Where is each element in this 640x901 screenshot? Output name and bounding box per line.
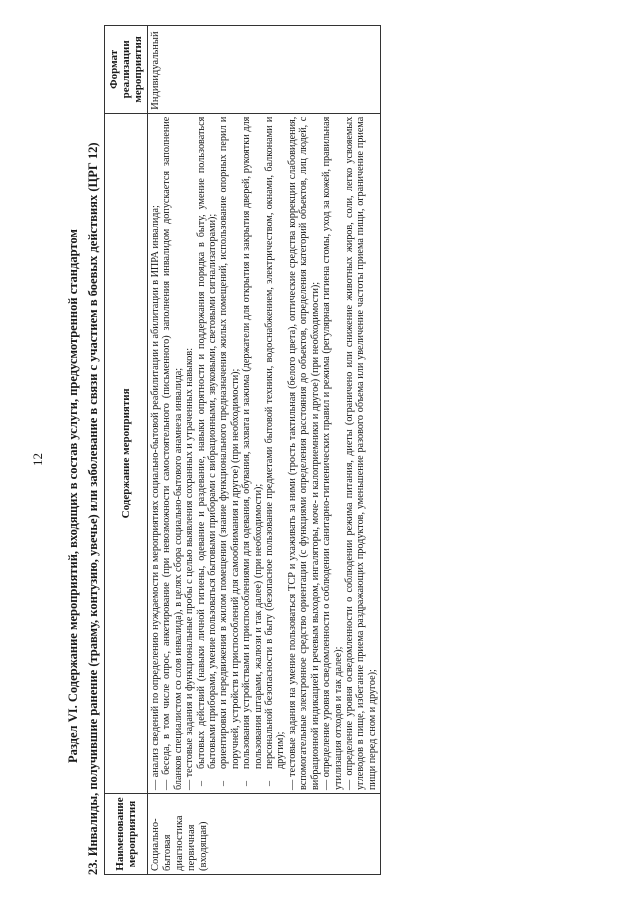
content-subitem: – ориентировки и передвижения в жилом помещении (знание функционального предназначения жилых помещений, использование опорных перил и поручней, устройств и приспособлений для самообнимания и другое) (при необходимости);: [218, 116, 241, 787]
content-item: — анализ сведений по определению нуждаемости в мероприятиях социально-бытовой реабилитации и абилитации в ИПРА инвалида;: [150, 205, 161, 791]
subitem-marker: –: [195, 780, 207, 787]
content-subitem: – пользования устройствами и приспособлениями для одевания, обувания, захвата и зажима (держатели для открытия и закрытия дверей, рукоятки для пользования штарами, жалюзи и так далее) (при необходимости);: [241, 116, 264, 787]
table-header-row: [105, 26, 148, 875]
content-subitem: – бытовых действий (навыки личной гигиены, одевание и раздевание, навыки опрятности и поддержания порядка в быту, умение пользоваться бытовыми приборами, умение пользоваться бытовыми приборами с вибрационными, звуковыми, световыми сигнализаторами);: [195, 116, 219, 787]
content-item: — тестовые задания на умение пользоваться ТСР и ухаживать за ними (трость тактильная (белого цвета), оптические средства коррекции слабовидения, вспомогательные электронное средство ориентации (с функциями определения расстояния до объектов, определения категорий объектов, лиц людей, с вибрационной индикацией и речевым выходом, ингаляторы, моче- и калоприемники и другое) (при необходимости);: [286, 116, 321, 791]
activity-format-cell: Индивидуальный: [148, 26, 381, 114]
subitem-marker: –: [241, 780, 253, 787]
content-item: — определение уровня осведомленности о соблюдении режима питания, диеты (ограничено или снижение животных жиров, соли, легко усвояемых углеводов в пище, избегание приема раздражающих продуктов, уменьшение разового объема или увеличение частоты приема пищи, ограничение приема пищи перед сном и другое);: [343, 116, 378, 791]
table-title: 23. Инвалиды, получившие ранение (травму, контузию, увечье) или заболевание в связи с участием в боевых действиях (ЦРГ 12): [86, 142, 100, 875]
table-row: [148, 26, 381, 875]
activity-name-cell: Социально-бытовая диагностика первичная (входящая): [148, 794, 381, 875]
header-activity-name: Наименование мероприятия: [105, 794, 148, 875]
section-title: Раздел VI. Содержание мероприятий, входящих в состав услуги, предусмотренной стандартом: [66, 229, 80, 763]
page-number: 12: [30, 453, 45, 466]
content-item: — тестовые задания и функциональные пробы с целью выявления сохранных и утраченных навыков:: [184, 347, 196, 791]
content-item: — определение уровня осведомленности о соблюдении санитарно-гигиенических правил и режима (регулярная гигиена стомы, уход за кожей, правильная утилизация отходов и так далее);: [321, 116, 344, 791]
content-item: — беседа, в том числе опрос, анкетирование (при невозможности самостоятельного (письменного) заполнения инвалидом допускается заполнение бланков специалистом со слов инвалида), в целях сбора социально-бытового анамнеза инвалида;: [161, 116, 184, 791]
content-subitem: – персональной безопасности в быту (безопасное пользование предметами бытовой техники, водоснабжением, электричеством, окнами, балконами и другим);: [264, 116, 287, 787]
subitem-marker: –: [264, 780, 276, 787]
activities-table: [104, 25, 381, 875]
activity-content-cell: [148, 113, 381, 793]
subitem-marker: –: [218, 780, 230, 787]
header-activity-format: Формат реализации мероприятия: [105, 26, 148, 114]
header-activity-content: Содержание мероприятия: [105, 113, 148, 793]
